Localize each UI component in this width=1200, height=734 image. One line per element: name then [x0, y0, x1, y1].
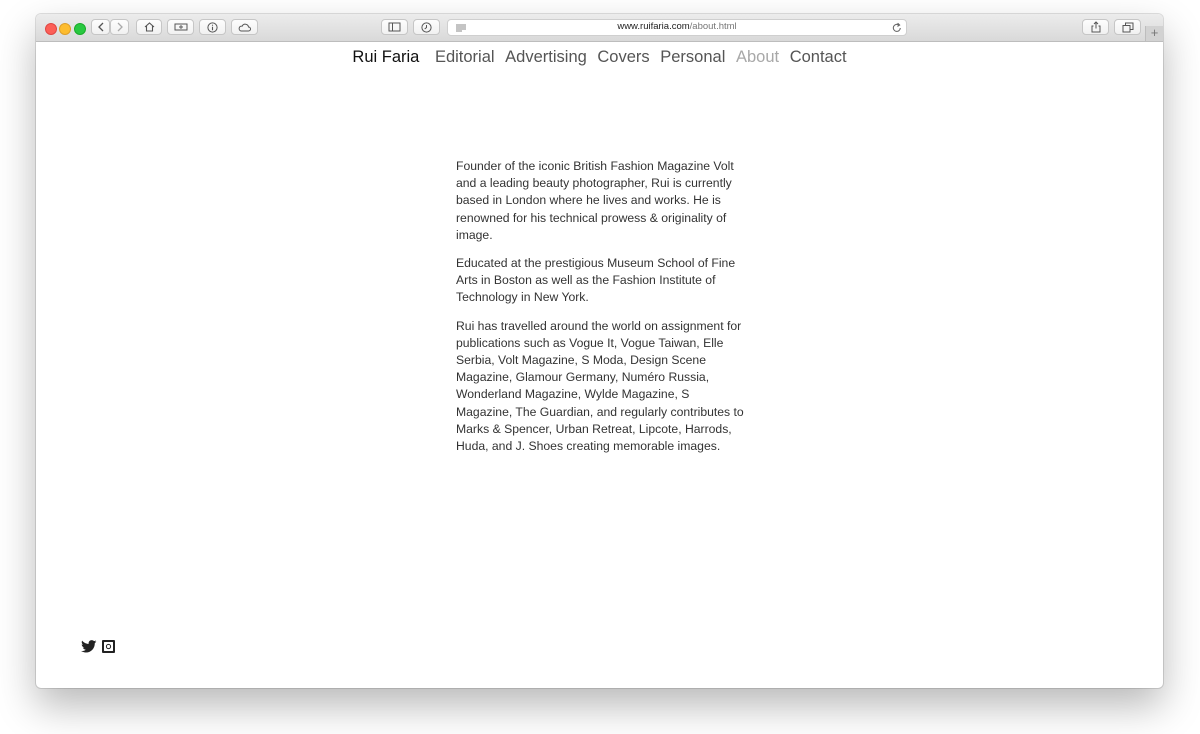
about-paragraph: Educated at the prestigious Museum School of Fine Arts in Boston as well as the Fashion Institute of Technology in New York.: [456, 256, 736, 305]
share-icon: [1091, 21, 1101, 33]
about-paragraph: Founder of the iconic British Fashion Magazine Volt and a leading beauty photographer, Rui is currently based in London where he lives and works. He is renowned for his technical prowess & originality of image.: [456, 159, 734, 242]
home-icon: [144, 22, 155, 32]
about-paragraph: Rui has travelled around the world on assignment for publications such as Vogue It, Vogue Taiwan, Elle Serbia, Volt Magazine, S Moda, Design Scene Magazine, Glamour Germany, Numéro Russia, Wonderland Magazine, Wylde Magazine, S Magazine, The Guardian, and regularly contributes to Marks & Spencer, Urban Retreat, Lipcote, Harrods, Huda, and J. Shoes creating memorable images.: [456, 318, 744, 454]
reload-icon[interactable]: [892, 22, 902, 33]
browser-toolbar: [36, 14, 1163, 42]
home-button[interactable]: [136, 19, 162, 35]
icloud-tabs-button[interactable]: [231, 19, 258, 35]
share-button[interactable]: [1082, 19, 1109, 35]
social-links: [81, 640, 115, 653]
nav-item-covers[interactable]: Covers: [597, 48, 650, 66]
chevron-right-icon: [116, 22, 124, 32]
tab-overview-icon: [1122, 22, 1134, 33]
nav-item-advertising[interactable]: Advertising: [505, 48, 587, 66]
url-domain: www.ruifaria.com: [617, 21, 690, 32]
forward-button[interactable]: [110, 19, 129, 35]
info-icon: [207, 22, 218, 33]
instagram-icon[interactable]: [102, 640, 115, 653]
nav-item-personal[interactable]: Personal: [660, 48, 726, 66]
browser-window: [36, 14, 1163, 688]
topsites-icon: [174, 22, 188, 32]
back-button[interactable]: [91, 19, 110, 35]
new-tab-button[interactable]: +: [1145, 26, 1163, 41]
twitter-icon[interactable]: [81, 640, 97, 653]
nav-item-editorial[interactable]: Editorial: [434, 48, 495, 66]
site-navigation: [36, 48, 1163, 67]
minimize-window-button[interactable]: [59, 23, 71, 35]
clock-icon: [421, 22, 432, 33]
url-text: [448, 21, 906, 32]
cloud-icon: [238, 23, 251, 32]
tab-overview-button[interactable]: [1114, 19, 1141, 35]
url-path: /about.html: [689, 21, 737, 32]
nav-item-contact[interactable]: Contact: [789, 48, 847, 66]
history-button[interactable]: [413, 19, 440, 35]
close-window-button[interactable]: [45, 23, 57, 35]
site-brand-link[interactable]: Rui Faria: [352, 48, 420, 66]
chevron-left-icon: [97, 22, 105, 32]
address-bar[interactable]: [447, 19, 907, 36]
sidebar-icon: [388, 22, 401, 32]
nav-item-about[interactable]: About: [735, 48, 780, 66]
topsites-button[interactable]: [167, 19, 194, 35]
info-button[interactable]: [199, 19, 226, 35]
about-text: [456, 158, 744, 466]
zoom-window-button[interactable]: [74, 23, 86, 35]
sidebar-button[interactable]: [381, 19, 408, 35]
